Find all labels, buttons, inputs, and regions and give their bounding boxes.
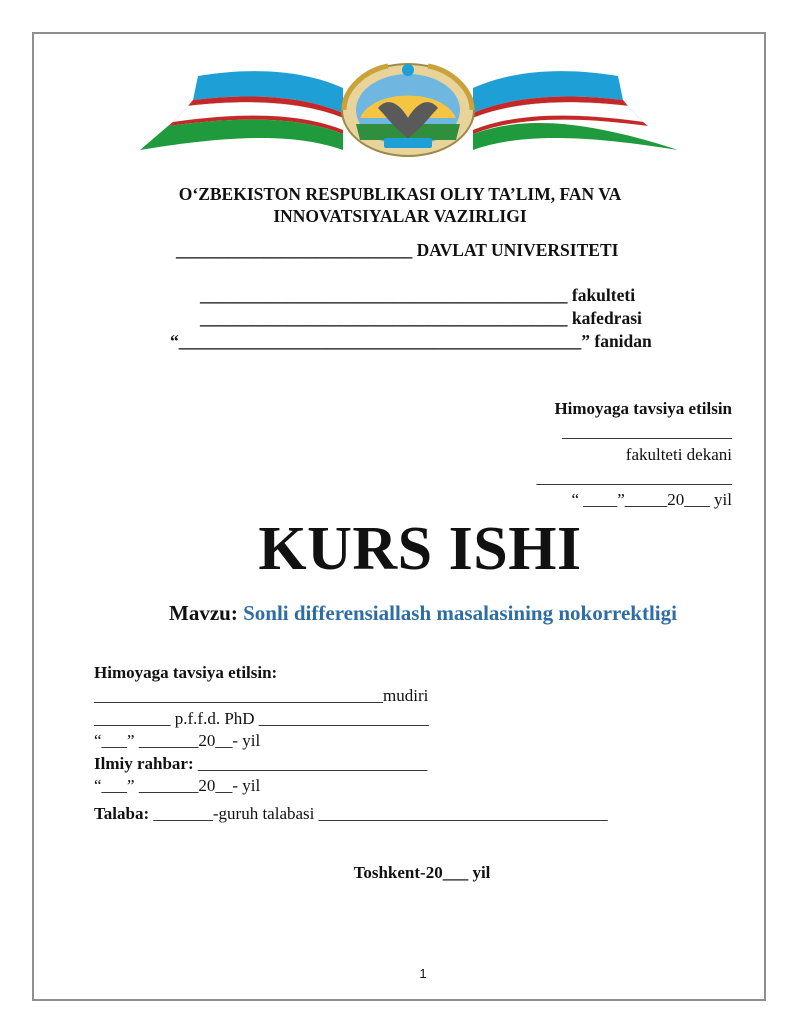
right-flag-icon	[473, 71, 678, 150]
ministry-line-2: INNOVATSIYALAR VAZIRLIGI	[273, 206, 527, 226]
university-line: ___________________________ DAVLAT UNIVERSITETI	[176, 240, 619, 260]
topic-label: Mavzu:	[169, 601, 238, 625]
student-blank: _______-guruh talabasi __________________________________	[149, 804, 608, 823]
topic-text: Sonli differensiallash masalasining nokorrektligi	[243, 601, 677, 625]
page-number: 1	[419, 966, 427, 981]
city-year: Toshkent-20___ yil	[353, 863, 491, 882]
department-line: __________________________________________ kafedrasi	[200, 308, 642, 328]
faculty-line: __________________________________________ fakulteti	[200, 285, 636, 305]
approval-heading-top: Himoyaga tavsiya etilsin	[554, 399, 732, 418]
approval-date-line-2: “___” _______20__- yil	[94, 776, 261, 795]
coat-of-arms-icon	[342, 64, 474, 156]
approval-date-line-1: “___” _______20__- yil	[94, 731, 261, 750]
student-label: Talaba:	[94, 804, 150, 823]
ministry-line-1: O‘ZBEKISTON RESPUBLIKASI OLIY TA’LIM, FAN VA	[178, 184, 622, 204]
head-of-department-line: __________________________________mudiri	[94, 686, 429, 705]
emblem-icon	[138, 58, 678, 158]
document-title: KURS ISHI	[258, 515, 582, 583]
degree-line: _________ p.f.f.d. PhD ____________________	[94, 709, 429, 728]
dean-label: fakulteti dekani	[625, 445, 732, 464]
approval-blank-line-2: _______________________	[536, 468, 732, 487]
state-emblem-with-flags	[138, 58, 678, 158]
approval-blank-line-1: ____________________	[562, 422, 732, 441]
advisor-label: Ilmiy rahbar:	[94, 754, 194, 773]
approval-date-top: “ ____”_____20___ yil	[571, 490, 732, 509]
student-line	[94, 804, 608, 824]
advisor-blank: ___________________________	[193, 754, 428, 773]
approval-heading-bottom: Himoyaga tavsiya etilsin:	[94, 663, 278, 682]
left-flag-icon	[140, 71, 343, 150]
advisor-line	[94, 754, 427, 774]
topic-line	[23, 601, 800, 626]
subject-line: “______________________________________________” fanidan	[170, 331, 652, 351]
